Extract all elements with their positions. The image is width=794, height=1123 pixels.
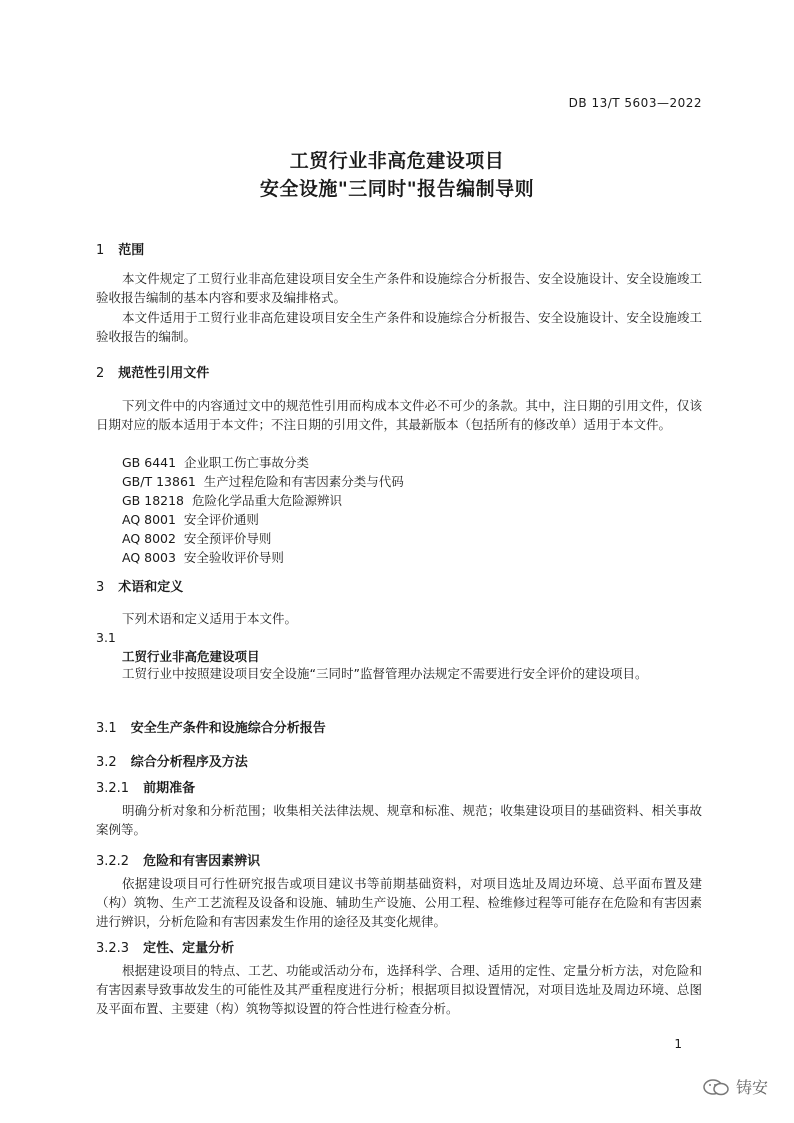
section-number: 3.1 [96, 721, 117, 736]
section-3-2-2-heading [96, 850, 260, 869]
reference-item: GB 18218 危险化学品重大危险源辨识 [122, 493, 342, 508]
section-title: 危险和有害因素辨识 [143, 854, 261, 869]
wechat-icon [702, 1078, 730, 1096]
term-number: 3.1 [96, 630, 116, 645]
section-number: 3.2.3 [96, 941, 130, 956]
section-3-2-3-paragraph: 根据建设项目的特点、工艺、功能或活动分布，选择科学、合理、适用的定性、定量分析方法，对危险和有害因素导致事故发生的可能性及其严重程度进行分析；根据项目拟设置情况，对项目选址及周边环境、总图及平面布置、主要建（构）筑物等拟设置的符合性进行检查分析。 [96, 963, 702, 1016]
section-3-2-heading [96, 751, 248, 770]
section-title: 范围 [118, 243, 145, 258]
term-definition: 工贸行业中按照建设项目安全设施“三同时”监督管理办法规定不需要进行安全评价的建设项目。 [122, 666, 648, 681]
section-3-paragraph-1: 下列术语和定义适用于本文件。 [122, 611, 298, 626]
section-3-2-2-paragraph: 依据建设项目可行性研究报告或项目建议书等前期基础资料，对项目选址及周边环境、总平面布置及建（构）筑物、生产工艺流程及设备和设施、辅助生产设施、公用工程、检维修过程等可能存在危险和有害因素进行辨识，分析危险和有害因素发生作用的途径及其变化规律。 [96, 876, 702, 929]
reference-item: AQ 8002 安全预评价导则 [122, 531, 272, 546]
section-3-2-3-heading [96, 937, 234, 956]
section-title: 规范性引用文件 [118, 366, 210, 381]
page-number: 1 [674, 1037, 682, 1051]
section-number: 1 [96, 243, 105, 258]
section-3-2-1-paragraph: 明确分析对象和分析范围；收集相关法律法规、规章和标准、规范；收集建设项目的基础资料、相关事故案例等。 [96, 803, 702, 837]
section-3-heading [96, 576, 183, 595]
section-title: 前期准备 [143, 781, 196, 796]
section-number: 2 [96, 366, 105, 381]
section-number: 3.2 [96, 755, 117, 770]
section-title: 安全生产条件和设施综合分析报告 [130, 721, 326, 736]
reference-item: AQ 8001 安全评价通则 [122, 512, 259, 527]
section-3-1-heading [96, 717, 326, 736]
section-title: 定性、定量分析 [143, 941, 235, 956]
section-1-paragraph-2: 本文件适用于工贸行业非高危建设项目安全生产条件和设施综合分析报告、安全设施设计、安全设施竣工验收报告的编制。 [96, 310, 702, 344]
document-title-line2: 安全设施"三同时"报告编制导则 [259, 178, 535, 200]
section-number: 3.2.1 [96, 781, 130, 796]
watermark-text: 铸安 [735, 1078, 768, 1097]
section-title: 综合分析程序及方法 [130, 755, 248, 770]
section-1-heading [96, 239, 144, 258]
section-number: 3 [96, 580, 105, 595]
document-title-line1: 工贸行业非高危建设项目 [289, 150, 505, 172]
term-name: 工贸行业非高危建设项目 [122, 649, 260, 664]
reference-item: AQ 8003 安全验收评价导则 [122, 550, 284, 565]
section-1-paragraph-1: 本文件规定了工贸行业非高危建设项目安全生产条件和设施综合分析报告、安全设施设计、安全设施竣工验收报告编制的基本内容和要求及编排格式。 [96, 271, 702, 305]
section-3-2-1-heading [96, 777, 195, 796]
section-number: 3.2.2 [96, 854, 130, 869]
section-title: 术语和定义 [118, 580, 184, 595]
reference-item: GB/T 13861 生产过程危险和有害因素分类与代码 [122, 474, 404, 489]
section-2-paragraph-1: 下列文件中的内容通过文中的规范性引用而构成本文件必不可少的条款。其中，注日期的引用文件，仅该日期对应的版本适用于本文件；不注日期的引用文件，其最新版本（包括所有的修改单）适用于本文件。 [96, 398, 702, 432]
watermark [702, 1075, 768, 1098]
section-2-heading [96, 362, 209, 381]
standard-number: DB 13/T 5603—2022 [568, 96, 702, 110]
reference-item: GB 6441 企业职工伤亡事故分类 [122, 455, 309, 470]
